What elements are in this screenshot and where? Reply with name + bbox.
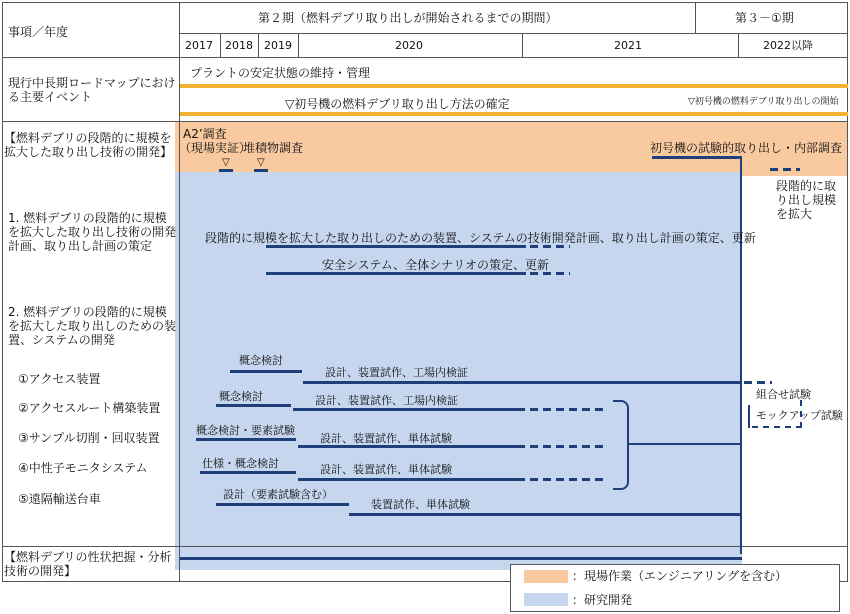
phase3-header: 第３－①期 (735, 11, 794, 25)
concept1-bar (230, 370, 302, 373)
safety-bar (266, 272, 526, 275)
concept1-label: 概念検討 (239, 354, 283, 367)
merge-connector (629, 443, 740, 445)
milestone-triangle-1: ▽ (222, 157, 230, 168)
safety-dash (530, 272, 570, 275)
concept3-label: 概念検討・要素試験 (196, 424, 295, 437)
concept4-label: 仕様・概念検討 (202, 457, 279, 470)
design5-bar (349, 513, 740, 516)
mockup-label: モックアップ試験 (756, 409, 843, 422)
year-2020: 2020 (395, 39, 423, 52)
concept5-bar (216, 503, 349, 506)
concept2-bar (216, 404, 291, 407)
legend-field-label: ：現場作業（エンジニアリングを含む） (572, 569, 787, 583)
item1-label: 1. 燃料デブリの段階的に規模を拡大した取り出し技術の開発計画、取り出し計画の策定 (8, 211, 177, 253)
year-2017: 2017 (185, 39, 213, 52)
scale-up-label: 段階的に取り出し規模を拡大 (776, 179, 837, 221)
design3-dash (530, 445, 608, 448)
roadmap-label: 現行中長期ロードマップにおける主要イベント (8, 76, 176, 104)
design4-bar (298, 478, 525, 481)
sub5-label: ⑤遠隔輸送台車 (18, 492, 101, 506)
trial-arrow-line (740, 156, 742, 554)
year-2018: 2018 (225, 39, 253, 52)
analysis-label: 【燃料デブリの性状把握・分析技術の開発】 (4, 550, 172, 578)
method-decision-label: ▽初号機の燃料デブリ取り出し方法の確定 (285, 97, 510, 111)
plant-maintenance-line (180, 84, 848, 88)
concept4-bar (200, 471, 296, 474)
plant-maintenance-label: プラントの安定状態の維持・管理 (190, 66, 371, 80)
trial-retrieval-dash (770, 168, 800, 171)
item2-label: 2. 燃料デブリの段階的に規模を拡大した取り出しのための装置、システムの開発 (8, 305, 177, 347)
sub4-label: ④中性子モニタシステム (18, 461, 148, 475)
event-line (180, 112, 848, 116)
deposit-bar (254, 169, 268, 172)
legend-rnd-swatch (524, 593, 568, 606)
concept5-label: 設計（要素試験含む） (223, 488, 333, 501)
plan-label: 段階的に規模を拡大した取り出しのための装置、システムの技術開発計画、取り出し計画の策定、更新 (205, 231, 756, 245)
design5-label: 装置試作、単体試験 (371, 498, 470, 511)
sub2-label: ②アクセスルート構築装置 (18, 401, 161, 415)
design1-bar (303, 381, 740, 384)
deposit-survey-label: 堆積物調査 (243, 141, 304, 155)
mockup-arrow (748, 405, 750, 428)
field-demo-label: （現場実証） (179, 141, 252, 155)
legend-field-swatch (524, 570, 568, 583)
tech-dev-label: 【燃料デブリの段階的に規模を拡大した取り出し技術の開発】 (4, 131, 173, 159)
trial-retrieval-bar (652, 156, 740, 159)
sub1-label: ①アクセス装置 (18, 372, 101, 386)
merge-brace (613, 400, 629, 490)
year-2022: 2022以降 (763, 39, 813, 52)
safety-label: 安全システム、全体シナリオの策定、更新 (322, 258, 550, 272)
assembly-label: 組合せ試験 (756, 388, 811, 401)
design4-dash (530, 478, 608, 481)
sub3-label: ③サンプル切削・回収装置 (18, 431, 160, 445)
phase2-header: 第２期（燃料デブリ取り出しが開始されるまでの期間） (258, 11, 558, 25)
assembly-dash (744, 381, 772, 384)
design2-label: 設計、装置試作、工場内検証 (315, 394, 458, 407)
analysis-bar (180, 557, 742, 560)
design3-label: 設計、装置試作、単体試験 (320, 432, 452, 445)
item-year-header: 事項／年度 (8, 25, 69, 39)
concept2-label: 概念検討 (219, 390, 263, 403)
trial-retrieval-label: 初号機の試験的取り出し・内部調査 (650, 141, 843, 155)
a2-survey-label: A2’調査 (183, 127, 227, 141)
milestone-triangle-2: ▽ (257, 157, 265, 168)
design4-label: 設計、装置試作、単体試験 (320, 463, 452, 476)
design1-label: 設計、装置試作、工場内検証 (325, 366, 468, 379)
year-2021: 2021 (614, 39, 642, 52)
year-2019: 2019 (264, 39, 292, 52)
plan-dash (530, 245, 570, 248)
concept3-bar (196, 438, 296, 441)
plan-bar (266, 245, 526, 248)
legend-rnd-label: ：研究開発 (572, 593, 633, 607)
a2-bar (219, 169, 233, 172)
design2-bar (293, 408, 525, 411)
retrieval-start-label: ▽初号機の燃料デブリ取り出しの開始 (688, 97, 839, 107)
design3-bar (298, 445, 525, 448)
design2-dash (530, 408, 608, 411)
